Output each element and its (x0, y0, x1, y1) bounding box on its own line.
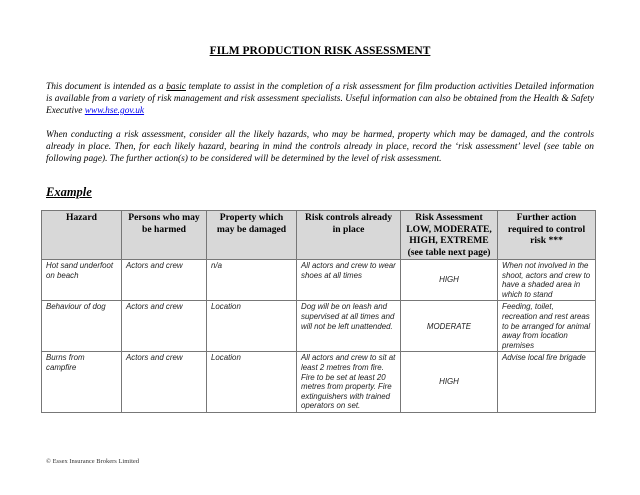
table-row (42, 301, 596, 352)
cell-risk: MODERATE (401, 301, 498, 352)
table-row (42, 260, 596, 301)
header-property: Property which may be damaged (207, 211, 297, 260)
cell-controls: All actors and crew to sit at least 2 metres from fire. Fire to be set at least 20 metres from property. Fire extinguishers with trained operators on set. (297, 352, 401, 413)
cell-controls: All actors and crew to wear shoes at all times (297, 260, 401, 301)
cell-property: Location (207, 301, 297, 352)
document-title (0, 45, 640, 57)
example-heading: Example (46, 185, 92, 199)
cell-persons: Actors and crew (122, 352, 207, 413)
table-header-row (42, 211, 596, 260)
intro-basic-word: basic (166, 82, 186, 92)
header-controls: Risk controls already in place (297, 211, 401, 260)
document-title-text: FILM PRODUCTION RISK ASSESSMENT (209, 45, 431, 57)
cell-hazard: Behaviour of dog (42, 301, 122, 352)
instructions-paragraph: When conducting a risk assessment, consider all the likely hazards, who may be harmed, property which may be damaged, and the controls already in place. Then, for each likely hazard, bearing in mind the controls already in place, record the ‘risk assessment’ level (see table on following page). The further action(s) to be considered will be determined by the level of risk assessment. (46, 130, 594, 164)
header-hazard: Hazard (42, 211, 122, 260)
header-risk-assessment: Risk Assessment LOW, MODERATE, HIGH, EXTREME (see table next page) (401, 211, 498, 260)
header-further-action: Further action required to control risk *** (498, 211, 596, 260)
cell-property: n/a (207, 260, 297, 301)
cell-controls: Dog will be on leash and supervised at all times and will not be left unattended. (297, 301, 401, 352)
header-persons: Persons who may be harmed (122, 211, 207, 260)
cell-hazard: Burns from campfire (42, 352, 122, 413)
intro-paragraph (46, 81, 594, 117)
cell-risk: HIGH (401, 352, 498, 413)
intro-text-2: template to assist in the completion of a risk assessment for film production activities Detailed information is available from a variety of risk management and risk assessment specialists. Useful information can also be obtained from the Health & Safety Executive (46, 82, 594, 116)
intro-text-1: This document is intended as a (46, 82, 167, 92)
copyright-footer: © Essex Insurance Brokers Limited (46, 458, 140, 465)
cell-action: Advise local fire brigade (498, 352, 596, 413)
cell-risk: HIGH (401, 260, 498, 301)
cell-action: When not involved in the shoot, actors and crew to have a shaded area in which to stand (498, 260, 596, 301)
table-row (42, 352, 596, 413)
risk-assessment-table (41, 210, 596, 413)
cell-persons: Actors and crew (122, 301, 207, 352)
cell-action: Feeding, toilet, recreation and rest areas to be arranged for animal away from location premises (498, 301, 596, 352)
cell-hazard: Hot sand underfoot on beach (42, 260, 122, 301)
cell-persons: Actors and crew (122, 260, 207, 301)
hse-link[interactable]: www.hse.gov.uk (84, 106, 145, 116)
cell-property: Location (207, 352, 297, 413)
